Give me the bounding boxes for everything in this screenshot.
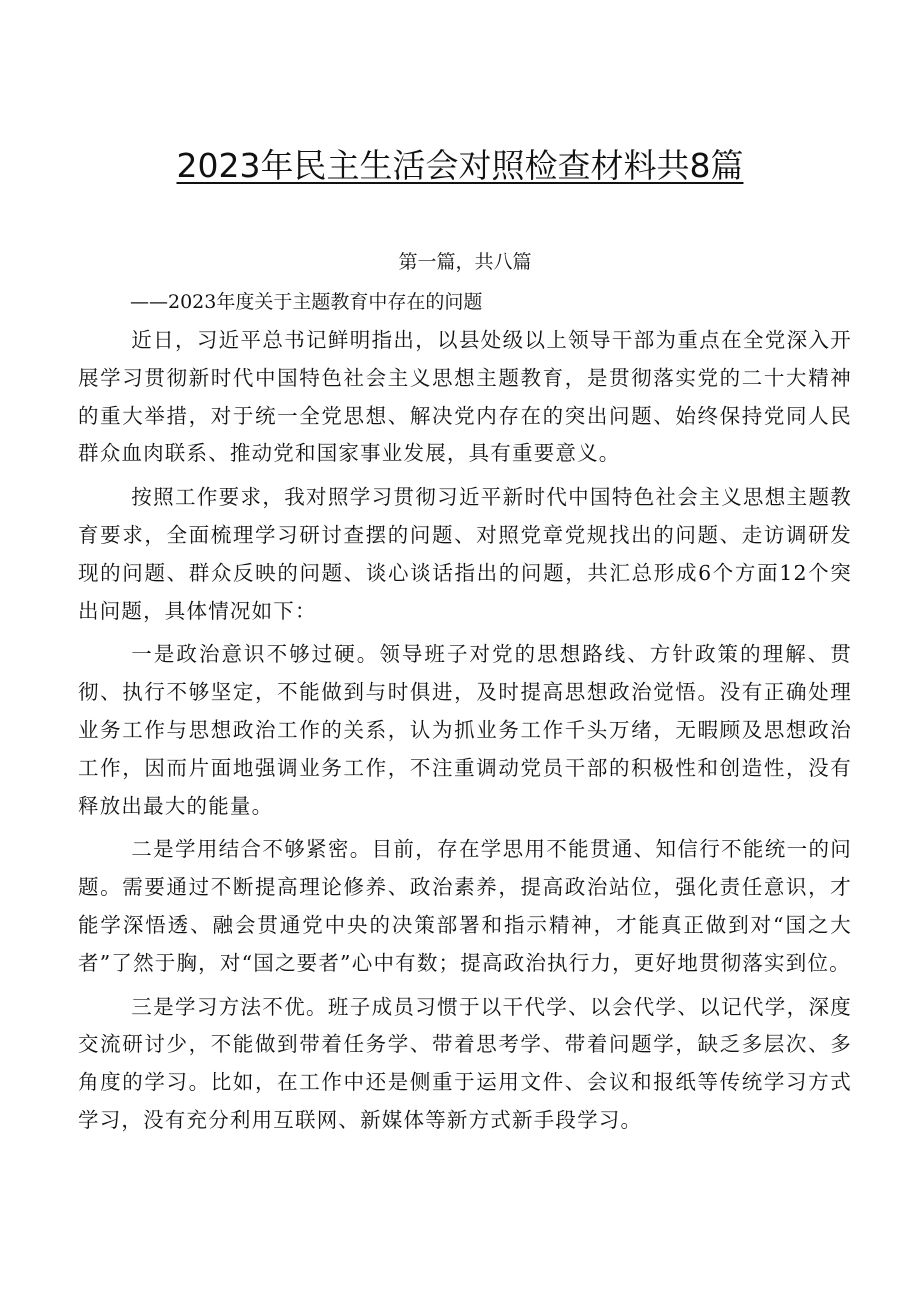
section-heading: 第一篇，共八篇	[398, 251, 532, 273]
paragraph-issue-two: 二是学用结合不够紧密。目前，存在学思用不能贯通、知信行不能统一的问题。需要通过不断提高理论修养、政治素养，提高政治站位，强化责任意识，才能学深悟透、融会贯通党中央的决策部署和指示精神，才能真正做到对“国之大者”了然于胸，对“国之要者”心中有数；提高政治执行力，更好地贯彻落实到位。	[78, 837, 852, 975]
paragraph-issue-three: 三是学习方法不优。班子成员习惯于以干代学、以会代学、以记代学，深度交流研讨少，不能做到带着任务学、带着思考学、带着问题学，缺乏多层次、多角度的学习。比如，在工作中还是侧重于运用文件、会议和报纸等传统学习方式学习，没有充分利用互联网、新媒体等新方式新手段学习。	[78, 994, 852, 1132]
paragraph-requirements: 按照工作要求，我对照学习贯彻习近平新时代中国特色社会主义思想主题教育要求，全面梳理学习研讨查摆的问题、对照党章党规找出的问题、走访调研发现的问题、群众反映的问题、谈心谈话指出的问题，共汇总形成6个方面12个突出问题，具体情况如下：	[78, 485, 852, 623]
paragraph-issue-one: 一是政治意识不够过硬。领导班子对党的思想路线、方针政策的理解、贯彻、执行不够坚定，不能做到与时俱进，及时提高思想政治觉悟。没有正确处理业务工作与思想政治工作的关系，认为抓业务工作千头万绪，无暇顾及思想政治工作，因而片面地强调业务工作，不注重调动党员干部的积极性和创造性，没有释放出最大的能量。	[78, 642, 852, 818]
lead-line: ——2023年度关于主题教育中存在的问题	[130, 291, 483, 313]
body-text	[78, 322, 852, 1146]
paragraph-intro: 近日，习近平总书记鲜明指出，以县处级以上领导干部为重点在全党深入开展学习贯彻新时代中国特色社会主义思想主题教育，是贯彻落实党的二十大精神的重大举措，对于统一全党思想、解决党内存在的突出问题、始终保持党同人民群众血肉联系、推动党和国家事业发展，具有重要意义。	[78, 328, 852, 466]
document-title: 2023年民主生活会对照检查材料共8篇	[176, 146, 744, 185]
